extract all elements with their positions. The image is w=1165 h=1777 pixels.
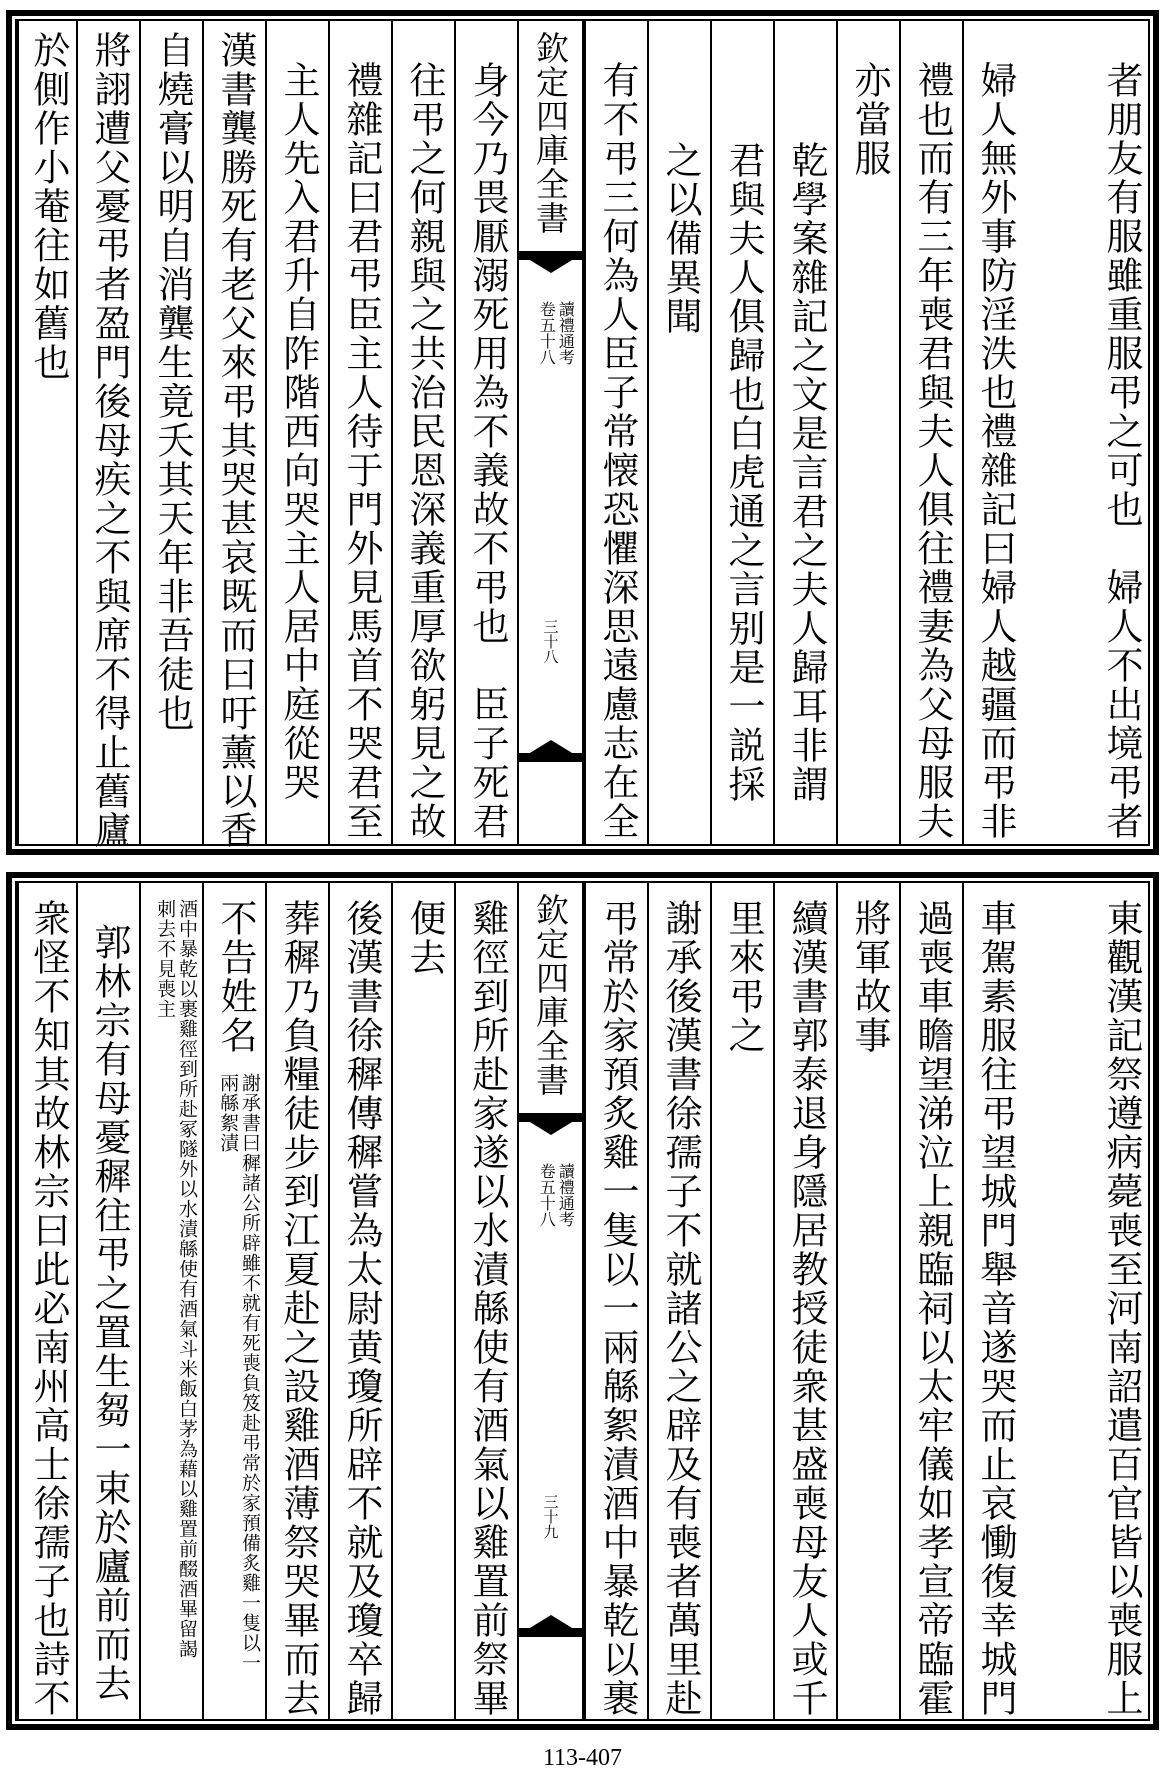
text-column (328, 21, 391, 844)
folio-number: 三十九 (541, 1494, 560, 1539)
text-column (899, 883, 962, 1719)
annotation-note: 謝承書曰穉諸公所辟雖不就有死喪負笈赴弔常於家預備炙雞一隻以一兩緜絮漬 (217, 1073, 261, 1673)
text-column (265, 21, 328, 844)
text-column (17, 21, 76, 844)
text-column (710, 21, 773, 844)
text-line: 禮也而有三年喪君與夫人俱往禮妻為父母服夫 (911, 61, 954, 841)
text-column (773, 21, 836, 844)
text-column (584, 883, 647, 1719)
bottom-page-frame (15, 881, 1150, 1721)
fish-tail-mark (519, 251, 582, 277)
text-line: 禮雜記曰君弔臣主人待于門外見馬首不哭君至 (340, 61, 383, 841)
text-line: 後漢書徐穉傳穉嘗為太尉黄瓊所辟不就及瓊卒歸 (340, 899, 383, 1718)
text-line: 衆怪不知其故林宗曰此必南州高士徐孺子也詩不 (27, 899, 70, 1718)
text-column (202, 883, 265, 1719)
text-column (899, 21, 962, 844)
text-column (962, 883, 1025, 1719)
text-line: 將軍故事 (848, 899, 891, 1055)
text-line: 者朋友有服雖重服弔之可也 婦人不出境弔者 (1100, 61, 1143, 841)
text-line: 東觀漢記祭遵病薨喪至河南詔遣百官皆以喪服上 (1100, 899, 1143, 1718)
text-column (647, 883, 710, 1719)
text-line: 謝承後漢書徐孺子不就諸公之辟及有喪者萬里赴 (659, 899, 702, 1718)
book-title: 欽定四庫全書 (531, 31, 570, 235)
text-column (139, 21, 202, 844)
text-line: 車駕素服往弔望城門舉音遂哭而止哀慟復幸城門 (974, 899, 1017, 1718)
text-line: 乾學案雜記之文是言君之夫人歸耳非謂 (785, 141, 828, 804)
text-column (202, 21, 265, 850)
text-column (454, 883, 517, 1719)
text-line: 弔常於家預炙雞一隻以一兩緜絮漬酒中暴乾以裹 (596, 899, 639, 1718)
text-column (647, 21, 710, 844)
text-column (836, 883, 899, 1719)
text-line: 之以備異聞 (659, 141, 702, 336)
juan-label: 讀禮通考 卷五十八 (537, 1163, 576, 1227)
text-column (391, 883, 454, 1719)
top-page (6, 10, 1159, 855)
text-column (773, 883, 836, 1719)
top-page-frame (15, 19, 1150, 850)
text-column (391, 21, 454, 844)
text-column (328, 883, 391, 1719)
text-line: 將詡遭父憂弔者盈門後母疾之不與席不得止舊廬 (88, 31, 131, 850)
text-column (76, 21, 139, 850)
text-column (962, 21, 1025, 844)
text-line: 里來弔之 (722, 899, 765, 1055)
text-column (1025, 21, 1150, 844)
folio-number: 三十八 (541, 619, 560, 664)
text-line: 不告姓名 (214, 899, 257, 1055)
text-column (139, 883, 202, 1719)
page-footer-number: 113-407 (542, 1745, 623, 1771)
fish-tail-mark (519, 1113, 582, 1139)
text-column (710, 883, 773, 1719)
text-column (836, 21, 899, 844)
text-column (1025, 883, 1150, 1719)
text-column (454, 21, 517, 844)
text-column (76, 883, 139, 1719)
text-line: 便去 (403, 899, 446, 977)
text-line: 自燒膏以明自消龔生竟夭其天年非吾徒也 (151, 31, 194, 733)
text-line: 身今乃畏厭溺死用為不義故不弔也 臣子死君 (466, 61, 509, 841)
text-column (265, 883, 328, 1719)
text-line: 過喪車瞻望涕泣上親臨祠以太牢儀如孝宣帝臨霍 (911, 899, 954, 1718)
text-line: 亦當服 (848, 61, 891, 178)
fish-tail-mark-bottom (519, 1611, 582, 1637)
bottom-page (6, 872, 1159, 1730)
text-line: 雞徑到所赴家遂以水漬緜使有酒氣以雞置前祭畢 (466, 899, 509, 1718)
text-line: 葬穉乃負糧徒步到江夏赴之設雞酒薄祭哭畢而去 (277, 899, 320, 1718)
center-strip (517, 21, 584, 844)
annotation-note: 酒中暴乾以裹雞徑到所赴冢隧外以水漬緜使有酒氣斗米飯白茅為藉以雞置前醊酒畢留謁刺去不見喪主 (154, 899, 198, 1659)
text-line: 往弔之何親與之共治民恩深義重厚欲躬見之故 (403, 61, 446, 841)
text-line: 續漢書郭泰退身隱居教授徒衆甚盛喪母友人或千 (785, 899, 828, 1718)
text-line: 郭林宗有母憂穉往弔之置生芻一束於廬前而去 (88, 923, 131, 1703)
center-strip (517, 883, 584, 1719)
text-line: 主人先入君升自阼階西向哭主人居中庭從哭 (277, 61, 320, 802)
text-line: 於側作小菴往如舊也 (27, 31, 70, 382)
text-line: 君與夫人俱歸也白虎通之言别是一説採 (722, 141, 765, 804)
text-line: 有不弔三何為人臣子常懐恐懼深思遠慮志在全 (596, 61, 639, 841)
text-column (17, 883, 76, 1719)
text-column (584, 21, 647, 844)
fish-tail-mark-bottom (519, 736, 582, 762)
book-title: 欽定四庫全書 (531, 893, 570, 1097)
text-line: 婦人無外事防淫泆也禮雜記曰婦人越疆而弔非 (974, 61, 1017, 841)
text-line: 漢書龔勝死有老父來弔其哭甚哀既而曰吁薰以香 (214, 31, 257, 850)
juan-label: 讀禮通考 卷五十八 (537, 301, 576, 365)
